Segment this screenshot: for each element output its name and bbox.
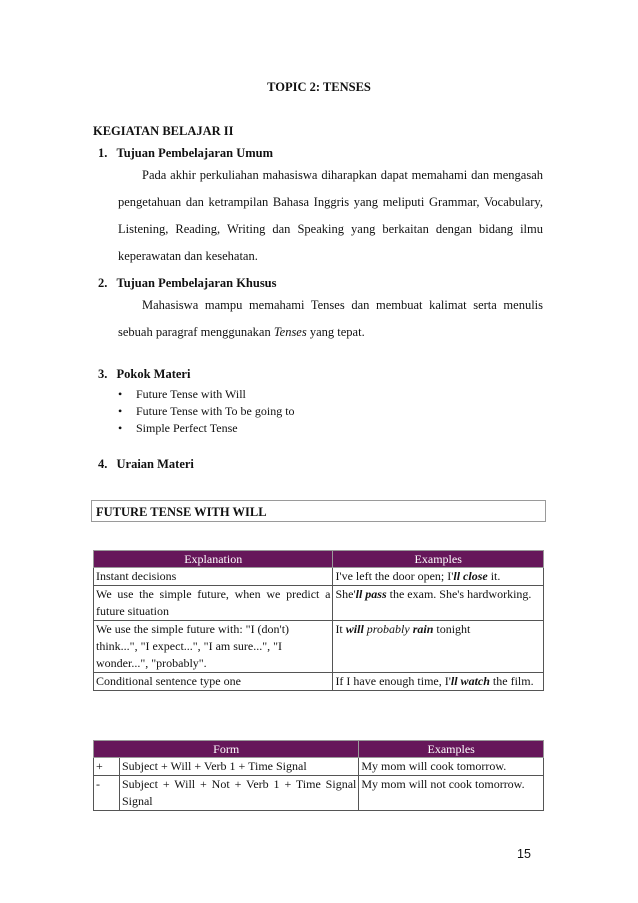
example-cell: I've left the door open; I'll close it. [333,568,544,586]
explanation-cell: Conditional sentence type one [94,673,333,691]
table-row [94,758,544,776]
section-1-heading [98,146,273,161]
section-title: Uraian Materi [116,457,194,471]
section-2-heading [98,276,277,291]
umum-paragraph: Pada akhir perkuliahan mahasiswa diharapkan dapat memahami dan mengasah pengetahuan dan ketrampilan Bahasa Inggris yang meliputi Grammar, Vocabulary, Listening, Reading, Writing dan Speaking yang berkaitan dengan bidang ilmu keperawatan dan kesehatan. [118,168,543,263]
page-title: TOPIC 2: TENSES [267,80,371,94]
table-row [94,586,544,621]
example-cell: My mom will not cook tomorrow. [359,776,544,811]
table-header-row [94,551,544,568]
column-header: Explanation [94,551,333,568]
column-header: Form [94,741,359,758]
explanation-table [93,550,544,691]
list-item: • Future Tense with Will [118,387,246,401]
sign-cell: + [94,758,120,776]
khusus-paragraph: Mahasiswa mampu memahami Tenses dan membuat kalimat serta menulis sebuah paragraf menggunakan Tenses yang tepat. [118,298,543,339]
column-header: Examples [359,741,544,758]
example-cell: My mom will cook tomorrow. [359,758,544,776]
kegiatan-heading: KEGIATAN BELAJAR II [93,124,234,138]
section-4-heading [98,457,194,472]
section-number: 1. [98,146,108,160]
pokok-list [118,386,295,437]
sign-cell: - [94,776,120,811]
table-row [94,621,544,673]
section-number: 3. [98,367,108,381]
table-header-row [94,741,544,758]
example-cell: If I have enough time, I'll watch the film. [333,673,544,691]
form-cell: Subject + Will + Not + Verb 1 + Time Signal Signal [119,776,358,811]
form-table [93,740,544,811]
form-cell: Subject + Will + Verb 1 + Time Signal [119,758,358,776]
section-title: Tujuan Pembelajaran Khusus [116,276,277,290]
future-tense-box: FUTURE TENSE WITH WILL [91,500,546,522]
section-title: Tujuan Pembelajaran Umum [116,146,273,160]
table-row [94,568,544,586]
explanation-cell: Instant decisions [94,568,333,586]
list-item: • Simple Perfect Tense [118,421,238,435]
example-cell: She'll pass the exam. She's hardworking. [333,586,544,621]
list-item: • Future Tense with To be going to [118,404,295,418]
explanation-cell: We use the simple future with: "I (don't) think...", "I expect...", "I am sure...", "I wonder...", "probably". [94,621,333,673]
section-title: Pokok Materi [116,367,191,381]
example-cell: It will probably rain tonight [333,621,544,673]
section-3-heading [98,367,190,382]
column-header: Examples [333,551,544,568]
section-number: 2. [98,276,108,290]
table-row [94,776,544,811]
section-number: 4. [98,457,108,471]
table-row [94,673,544,691]
page-number: 15 [517,847,531,861]
explanation-cell: We use the simple future, when we predict a future situation [94,586,333,621]
